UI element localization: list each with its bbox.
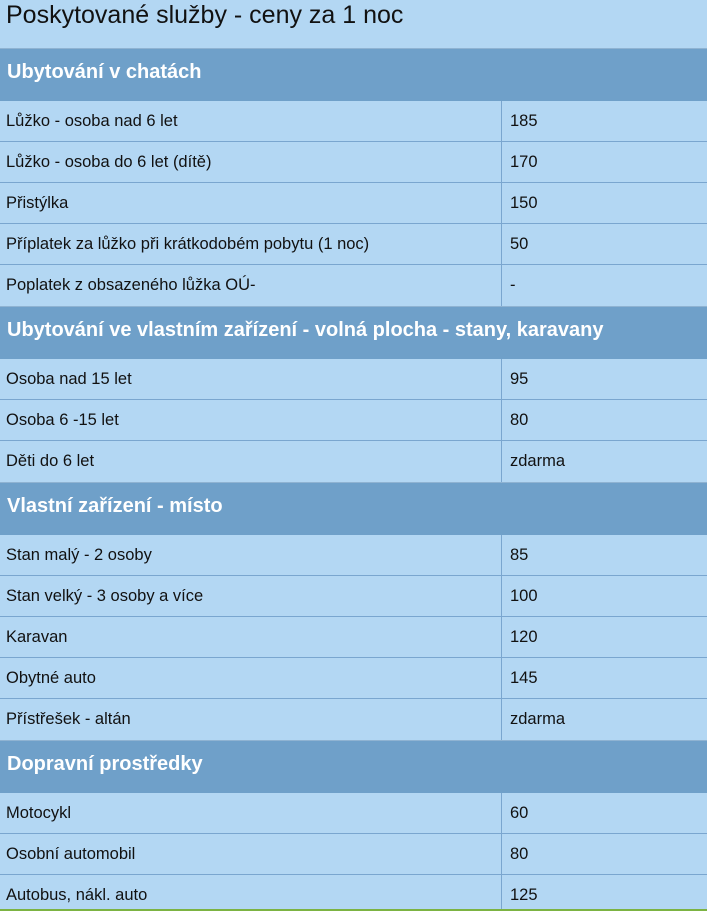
table-row (0, 400, 707, 441)
service-price: 145 (510, 669, 538, 687)
table-row (0, 101, 707, 142)
table-row (0, 142, 707, 183)
table-row (0, 265, 707, 306)
service-price: 125 (510, 886, 538, 904)
section-dopravni-prostredky (0, 740, 707, 911)
service-price: 100 (510, 587, 538, 605)
service-name: Autobus, nákl. auto (0, 875, 502, 911)
table-row (0, 875, 707, 911)
service-price: 60 (510, 804, 529, 822)
table-row (0, 224, 707, 265)
service-name: Stan malý - 2 osoby (0, 535, 502, 575)
table-row (0, 576, 707, 617)
service-name: Stan velký - 3 osoby a více (0, 576, 502, 616)
section-header: Dopravní prostředky (0, 740, 707, 793)
table-row (0, 441, 707, 482)
service-name: Karavan (0, 617, 502, 657)
service-price: 185 (510, 112, 538, 130)
table-row (0, 535, 707, 576)
service-name: Přístřešek - altán (0, 699, 502, 740)
service-price: zdarma (510, 710, 566, 728)
page-title: Poskytované služby - ceny za 1 noc (0, 0, 707, 48)
table-row (0, 658, 707, 699)
section-chaty (0, 48, 707, 306)
service-price: 80 (510, 845, 529, 863)
section-header: Ubytování ve vlastním zařízení - volná plocha - stany, karavany (0, 306, 707, 359)
service-name: Osoba 6 -15 let (0, 400, 502, 440)
section-vlastni-zarizeni-plocha (0, 306, 707, 482)
service-price: 120 (510, 628, 538, 646)
service-name: Motocykl (0, 793, 502, 833)
table-row (0, 699, 707, 740)
service-price: 80 (510, 411, 529, 429)
table-row (0, 183, 707, 224)
service-name: Osobní automobil (0, 834, 502, 874)
service-price: - (510, 276, 516, 294)
service-price: zdarma (510, 452, 566, 470)
service-price: 95 (510, 370, 529, 388)
service-price: 50 (510, 235, 529, 253)
section-header: Vlastní zařízení - místo (0, 482, 707, 535)
service-name: Osoba nad 15 let (0, 359, 502, 399)
service-name: Děti do 6 let (0, 441, 502, 482)
service-price: 85 (510, 546, 529, 564)
table-row (0, 834, 707, 875)
service-name: Lůžko - osoba do 6 let (dítě) (0, 142, 502, 182)
service-name: Poplatek z obsazeného lůžka OÚ- (0, 265, 502, 306)
service-name: Příplatek za lůžko při krátkodobém pobytu (1 noc) (0, 224, 502, 264)
section-vlastni-zarizeni-misto (0, 482, 707, 740)
service-name: Lůžko - osoba nad 6 let (0, 101, 502, 141)
section-header: Ubytování v chatách (0, 48, 707, 101)
service-name: Obytné auto (0, 658, 502, 698)
service-price: 150 (510, 194, 538, 212)
service-price: 170 (510, 153, 538, 171)
table-row (0, 793, 707, 834)
table-row (0, 617, 707, 658)
table-row (0, 359, 707, 400)
service-name: Přistýlka (0, 183, 502, 223)
